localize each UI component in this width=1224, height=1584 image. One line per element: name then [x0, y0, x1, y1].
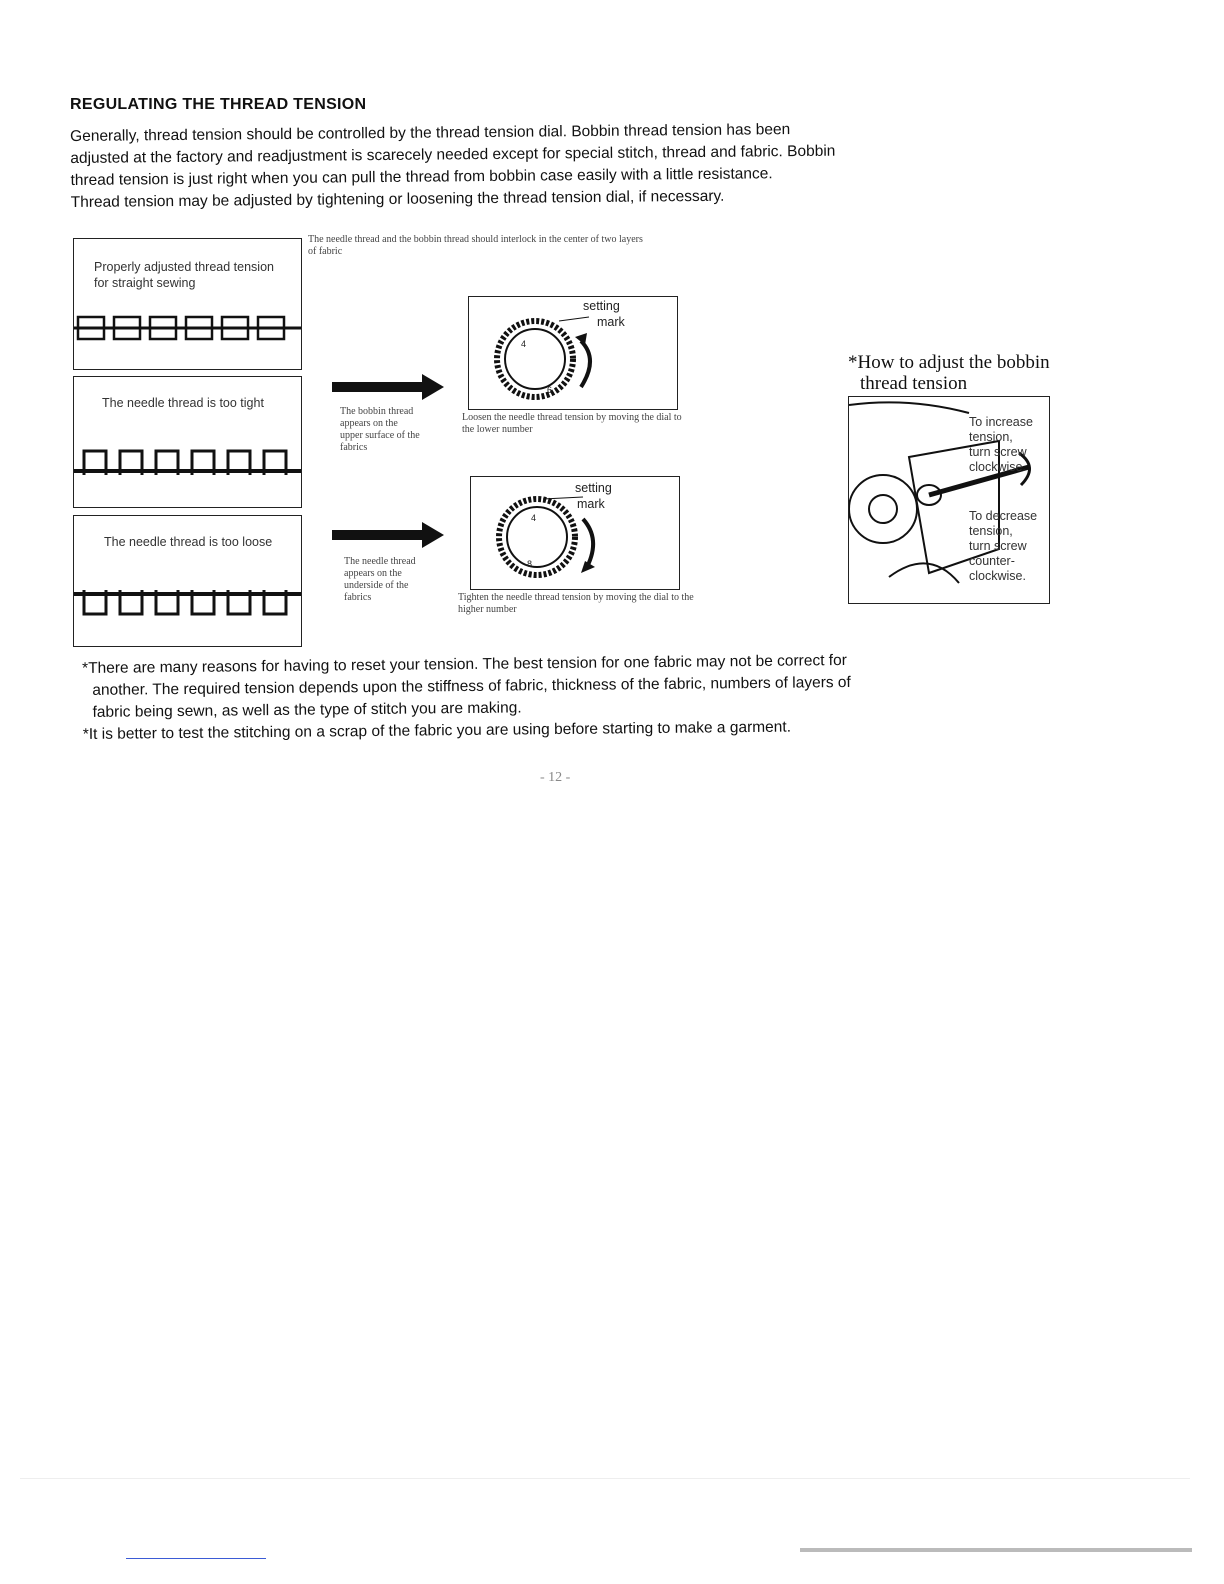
loosen-dial-box	[468, 296, 678, 410]
bobbin-up-caption: The bobbin thread appears on the upper surface of the fabrics	[340, 406, 420, 453]
page-number: - 12 -	[540, 770, 571, 785]
decrease-line: To decrease tension,	[969, 509, 1038, 538]
tighten-caption: Tighten the needle thread tension by moving the dial to the higher number	[458, 592, 694, 615]
increase-line: To increase tension,	[969, 415, 1033, 444]
setting-mark-label: setting	[575, 481, 612, 495]
footer-scan-rule	[800, 1548, 1192, 1552]
note-line: another. The required tension depends upon the stiffness of fabric, thickness of the fabric, numbers of layers of	[92, 673, 851, 699]
dial-number: 8	[527, 559, 533, 569]
intro-line: Generally, thread tension should be controlled by the thread tension dial. Bobbin thread tension has been	[70, 121, 791, 145]
decrease-line: clockwise.	[969, 569, 1026, 583]
setting-mark-label: mark	[577, 497, 605, 511]
decrease-line: turn screw counter-	[969, 539, 1027, 568]
increase-tension-text	[969, 415, 1049, 475]
tighten-dial-box	[470, 476, 680, 590]
bobbin-heading	[848, 352, 1050, 394]
increase-line: turn screw clockwise.	[969, 445, 1027, 474]
arrow-right-icon	[332, 522, 444, 548]
proper-tension-label: Properly adjusted thread tension for straight sewing	[94, 260, 274, 290]
tension-dial-icon	[481, 311, 611, 401]
dial-number: 6	[547, 385, 553, 395]
proper-tension-panel	[73, 238, 302, 370]
notes-paragraph	[82, 648, 1013, 746]
bobbin-case-panel	[848, 396, 1050, 604]
intro-line: Thread tension may be adjusted by tightening or loosening the thread tension dial, if necessary.	[70, 187, 725, 211]
page-title: REGULATING THE THREAD TENSION	[70, 96, 367, 113]
balanced-stitch-illustration	[74, 311, 301, 345]
dial-number: 4	[531, 513, 537, 523]
note-line: *It is better to test the stitching on a scrap of the fabric you are using before starting to make a garment.	[82, 718, 792, 743]
tight-tension-label: The needle thread is too tight	[102, 396, 264, 410]
intro-line: thread tension is just right when you can pull the thread from bobbin case easily with a little resistance.	[70, 165, 773, 189]
setting-mark-label: setting	[583, 299, 620, 313]
tight-stitch-illustration	[74, 445, 301, 481]
intro-paragraph	[70, 117, 991, 214]
dial-number: 4	[521, 339, 527, 349]
bobbin-heading-line: thread tension	[860, 373, 968, 394]
decrease-tension-text	[969, 509, 1049, 584]
footer-link-underline	[126, 1558, 266, 1559]
interlock-caption: The needle thread and the bobbin thread should interlock in the center of two layers of fabric	[308, 234, 643, 257]
needle-down-caption: The needle thread appears on the underside of the fabrics	[344, 556, 416, 603]
tight-tension-panel	[73, 376, 302, 508]
loose-tension-label: The needle thread is too loose	[104, 535, 273, 549]
setting-mark-label: mark	[597, 315, 625, 329]
bobbin-heading-line: *How to adjust the bobbin	[848, 352, 1050, 373]
loose-stitch-illustration	[74, 584, 301, 620]
note-line: *There are many reasons for having to reset your tension. The best tension for one fabric may not be correct for	[82, 651, 847, 677]
arrow-right-icon	[332, 374, 444, 400]
note-line: fabric being sewn, as well as the type of stitch you are making.	[92, 699, 522, 721]
loose-tension-panel	[73, 515, 302, 647]
loosen-caption: Loosen the needle thread tension by moving the dial to the lower number	[462, 412, 682, 435]
footer-divider	[20, 1478, 1190, 1479]
intro-line: adjusted at the factory and readjustment is scarecely needed except for special stitch, thread and fabric. Bobbin	[70, 142, 836, 167]
